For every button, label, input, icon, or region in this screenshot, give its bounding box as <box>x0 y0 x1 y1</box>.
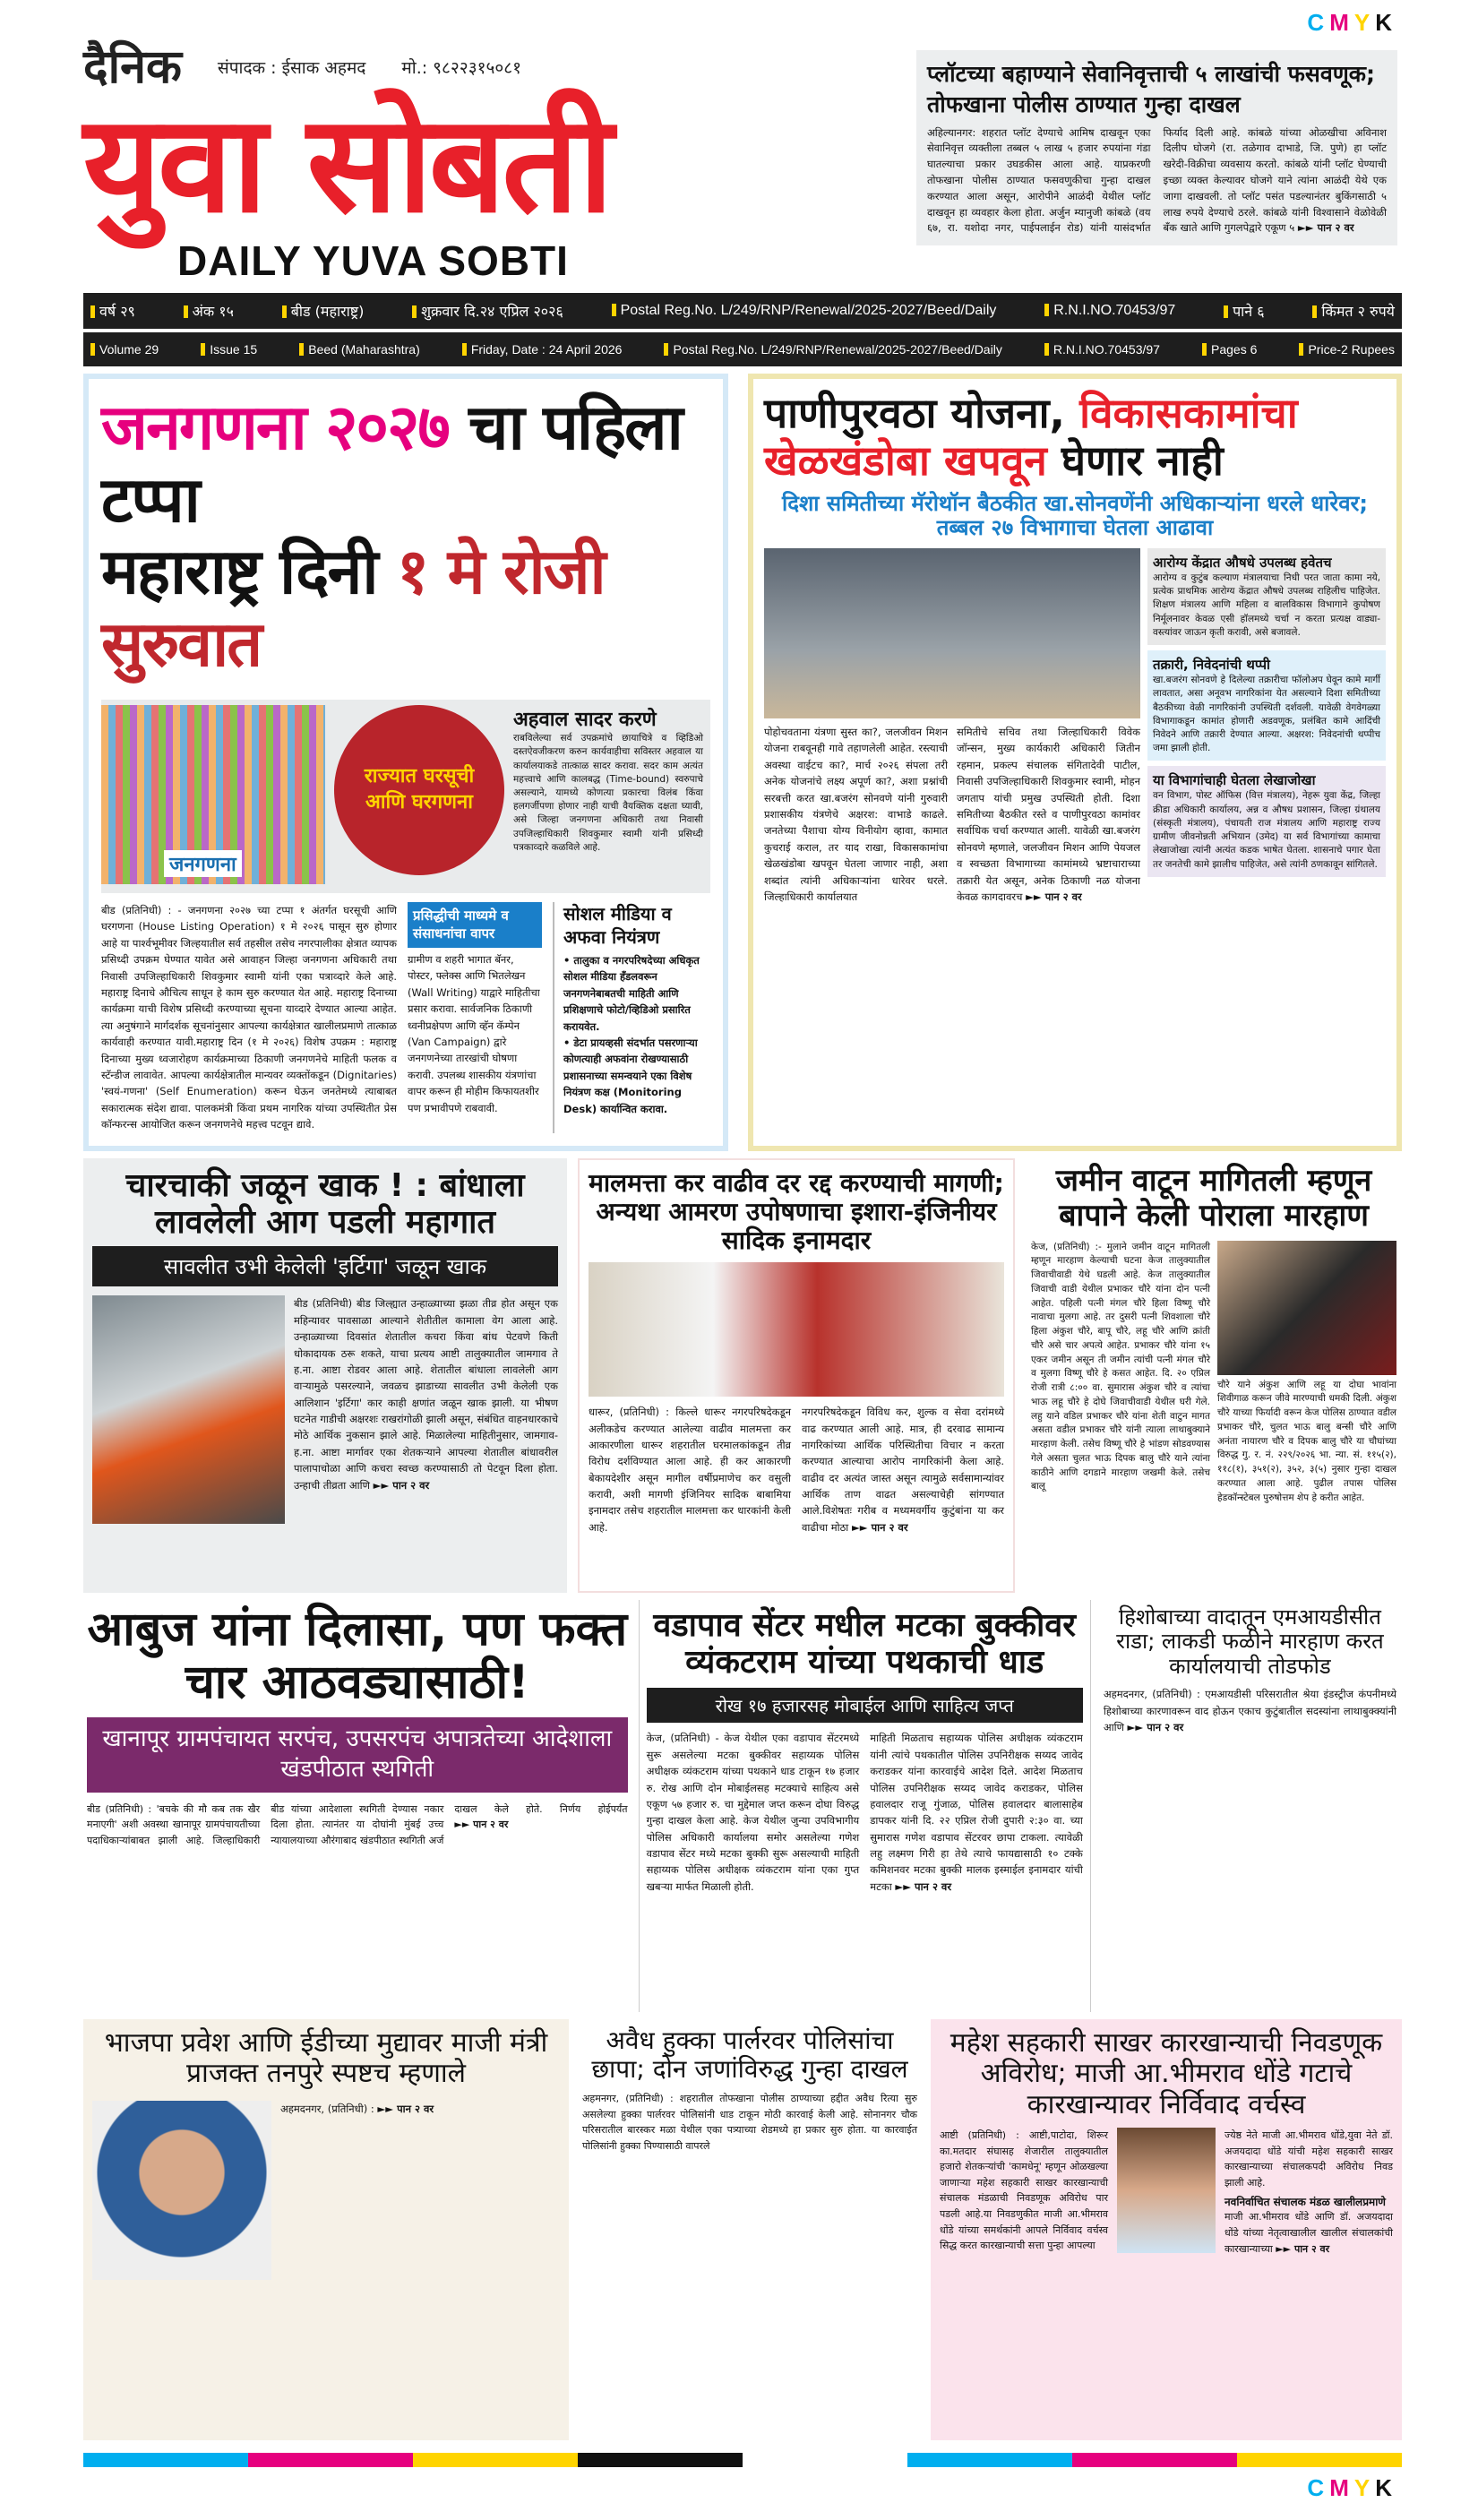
editor-name: संपादक : ईसाक अहमद <box>217 58 366 79</box>
cmyk-k: K <box>1375 2473 1397 2501</box>
postal-reg: Postal Reg.No. L/249/RNP/Renewal/2025-2027/Beed/Daily <box>664 342 1001 357</box>
crowd-illustration <box>101 705 325 884</box>
meeting-photo <box>764 548 1140 718</box>
body-text: माहिती मिळताच सहाय्यक पोलिस अधीक्षक व्यंकटराम यांनी त्यांचे पथकातील पोलिस उपनिरीक्षक सय्यद जावेद कराडकर यांना कारवाईचे आदेश दिले. आदेश मिळताच पोलिस उपनिरीक्षक सय्यद जावेद कराडकर, पोलिस हवालदार राजू गुंजाळ, पोलिस हवालदार बालासाहेब डापकर यांनी दि. २२ एप्रिल रोजी दुपारी २:३० वा. च्या सुमारास गणेश वडापाव सेंटरवर छापा टाकला. त्यावेळी लहु लक्ष्मण गिरी हा तेथे त्याचे फायद्यासाठी १० टक्के कमिशनवर मटका बुक्की मालक इस्माईल इनामदार यांची मटका <box>870 1732 1083 1893</box>
land-dispute-story <box>1026 1158 1402 1593</box>
car-fire-story <box>83 1158 567 1593</box>
car-fire-headline: चारचाकी जळून खाक ! : बांधाला लावलेली आग पडली महागात <box>125 1166 525 1241</box>
rni-no: R.N.I.NO.70453/97 <box>1044 303 1175 319</box>
abuj-story <box>83 1600 632 2012</box>
social-point: • तालुका व नगरपरिषदेच्या अधिकृत सोशल मीडिया हँडलवरून जनगणनेबाबतची माहिती आणि प्रशिक्षणाचे फोटो/व्हिडिओ प्रसारित करायवेत. <box>563 954 700 1033</box>
vadapav-strap: रोख १७ हजारसह मोबाईल आणि साहित्य जप्त <box>647 1688 1083 1723</box>
headline-part: घेणार नाही <box>1061 435 1224 485</box>
issue: Issue 15 <box>201 342 257 357</box>
water-main <box>764 548 1140 905</box>
water-body-2 <box>957 724 1140 905</box>
top-story-headline: प्लॉटच्या बहाण्याने सेवानिवृत्ताची ५ लाखांची फसवणूक; तोफखाना पोलीस ठाण्यात गुन्हा दाखल <box>927 61 1375 117</box>
leader-photo <box>1117 2128 1216 2253</box>
continued-link[interactable]: ►► पान २ वर <box>1127 1721 1184 1734</box>
headline-part: पाणीपुरवठा योजना, <box>764 389 1066 438</box>
continued-link[interactable]: ►► पान २ वर <box>1026 890 1082 903</box>
property-tax-body: धारूर, (प्रतिनिधी) : किल्ले धारूर नगरपरिषदेकडून अलीकडेच करण्यात आलेल्या वाढीव मालमत्ता कर आकारणीला धारूर शहरातील घरमालकांकडून तीव्र विरोध दर्शविण्यात आला आहे. ही कर आकारणी बेकायदेशीर असून मागील वर्षीप्रमाणेच कर वसुली करावी, अशी मागणी इंजिनियर सादिक बाबामिया इनामदार तसेच शहरातील मालमत्ता कर धारकांनी केली आहे. <box>589 1406 791 1534</box>
body-text: माजी आ.भीमराव धोंडे आणि डॉ. अजयदादा धोंडे यांच्या नेतृत्वाखालील खालील संचालकांची कारखान्याच्या <box>1225 2211 1393 2255</box>
car-fire-strap: सावलीत उभी केलेली 'इर्टिगा' जळून खाक <box>92 1246 558 1286</box>
issue-info-bar-english <box>83 332 1402 366</box>
body-text: नगरपरिषदेकडून विविध कर, शुल्क व सेवा दरांमध्ये वाढ करण्यात आली आहे. मात्र, ही दरवाढ सामान्य नागरिकांच्या आर्थिक परिस्थितीचा विचार न करता करण्यात आल्याचा आरोप नागरिकांनी केला आहे. वाढीव दर अत्यंत जास्त असून त्यामुळे सर्वसामान्यांवर आर्थिक ताण वाढत असल्याचेही सांगण्यात आले.विशेषतः गरीब व मध्यमवर्गीय कुटुंबांना या कर वाढीचा मोठा <box>802 1406 1004 1534</box>
sugar-headline: महेश सहकारी साखर कारखान्याची निवडणूक अविरोध; माजी आ.भीमराव धोंडे गटाचे कारखान्यावर निर्विवाद वर्चस्व <box>950 2026 1383 2120</box>
sugar-columns <box>940 2128 1393 2257</box>
census-story <box>83 374 728 1150</box>
sugar-subhead: नवनिर्वाचित संचालक मंडळ खालीलप्रमाणे <box>1225 2196 1386 2209</box>
sidebar-complaints <box>1147 650 1386 761</box>
report-box <box>513 705 703 855</box>
sugar-body-2: ज्येष्ठ नेते माजी आ.भीमराव धोंडे,युवा नेते डॉ. अजयदादा धोंडे यांची महेश सहकारी साखर कारखान्याच्या संचालकपदी अविरोध निवड झाली आहे. <box>1225 2129 1393 2189</box>
body-text: अहमदनगर, (प्रतिनिधी) : एमआयडीसी परिसरातील श्रेया इंडस्ट्रीज कंपनीमध्ये हिशोबाच्या कारणावरून वाद होऊन एकाच कुटुंबातील सदस्यांना लाथाबुक्क्यांनी आणि <box>1103 1688 1396 1734</box>
city: Beed (Maharashtra) <box>299 342 420 357</box>
property-tax-body-2 <box>802 1404 1004 1535</box>
volume: Volume 29 <box>90 342 159 357</box>
top-story-body <box>927 125 1387 237</box>
price: किंमत २ रुपये <box>1312 301 1395 321</box>
cmyk-y: Y <box>1353 2473 1376 2501</box>
vadapav-headline: वडापाव सेंटर मधील मटका बुक्कीवर व्यंकटराम यांच्या पथकाची धाड <box>653 1606 1077 1681</box>
sidebar-health <box>1147 548 1386 645</box>
print-color-bar <box>83 2453 1402 2467</box>
newspaper-logo: युवा सोबती <box>83 87 610 244</box>
sugar-body-3 <box>1225 2209 1393 2257</box>
continued-link[interactable]: ►► पान २ वर <box>454 1819 509 1831</box>
vadapav-body: केज, (प्रतिनिधी) - केज येथील एका वडापाव सेंटरमध्ये सुरू असलेल्या मटका बुक्कीवर सहाय्यक पोलिस अधीक्षक व्यंकटराम यांच्या पथकाने धाड टाकून १७ हजार रु. रोख आणि दोन मोबाईलसह मटक्याचे साहित्य असे एकूण ५७ हजार रु. चा मुद्देमाल जप्त करून दोघा विरुद्ध गुन्हा दाखल केला आहे. केज येथील जुन्या उपविभागीय पोलिस अधिकारी कार्यालया समोर असलेल्या गणेश वडापाव सेंटर मध्ये मटका बुक्की सुरू असल्याची माहिती सहाय्यक पोलिस अधीक्षक व्यंकटराम यांना एका गुप्त खबऱ्या मार्फत मिळाली होती. <box>646 1732 860 1893</box>
midc-headline: हिशोबाच्या वादातून एमआयडीसीत राडा; लाकडी फळीने मारहाण करत कार्यालयाची तोडफोड <box>1116 1604 1384 1679</box>
vadapav-story <box>639 1600 1091 2012</box>
continued-link[interactable]: ►► पान २ वर <box>851 1520 908 1534</box>
headline-part: महाराष्ट्र दिनी <box>101 535 377 609</box>
vadapav-body-2 <box>870 1730 1083 1895</box>
water-sidebars <box>1147 548 1386 905</box>
bjp-body <box>280 2101 560 2280</box>
car-fire-content <box>92 1295 558 1524</box>
report-body: राबविलेल्या सर्व उपक्रमांचे छायाचित्रे व व्हिडिओ दस्तऐवजीकरण करुन कार्यवाहीचा सविस्तर अहवाल या कार्यालयाकडे तात्काळ सादर करावा. सदर काम अत्यंत महत्त्वाचे आणि कालबद्ध (Time-bound) स्वरुपाचे असल्याने, यामध्ये कोणत्या प्रकारचा विलंब किंवा हलगर्जीपणा होणार नाही याची वैयक्तिक दक्षता घ्यावी, असे जिल्हा जनगणना अधिकारी तथा निवासी उपजिल्हाधिकारी शिवकुमार स्वामी यांनी प्रसिध्दी पत्रकाव्दारे कळविले आहे. <box>513 733 703 853</box>
census-columns <box>101 902 710 1132</box>
abuj-headline: आबुज यांना दिलासा, पण फक्त चार आठवड्यासाठी! <box>87 1602 628 1710</box>
row-2 <box>83 1158 1402 1593</box>
cmyk-marks-bottom <box>83 2474 1402 2502</box>
cmyk-k: K <box>1375 9 1397 36</box>
cmyk-m: M <box>1329 9 1354 36</box>
water-body: पोहोचवताना यंत्रणा सुस्त का?, जलजीवन मिशन योजना राबवूनही गावे तहाणलेली आहेत. रस्त्याची अवस्था वाईटच का?, मार्च २०२६ संपला तरी अनेक योजनांचे लक्ष्य अपूर्ण का?, अशा प्रश्नांची सरबत्ती करत खा.बजरंग सोनवणे यांनी गुरुवारी प्रशासकीय यंत्रणेचे अक्षरश: वाभाडे काढले. जनतेच्या पैशाचा योग्य विनीयोग व्हावा, कामात कुचराई कराल, तर याद राखा, विकासकामांचा खेळखंडोबा खपवून घेतला जाणार नाही, अशा शब्दांत त्यांनी अधिकाऱ्यांना धारेवर धरले. जिल्हाधिकारी कार्यालयात <box>764 726 948 903</box>
sidebar-title: तक्रारी, निवेदनांची थप्पी <box>1153 657 1270 674</box>
hookah-headline: अवैध हुक्का पार्लरवर पोलिसांचा छापा; दोन जणांविरुद्ध गुन्हा दाखल <box>591 2025 908 2084</box>
price: Price-2 Rupees <box>1299 342 1395 357</box>
pages: Pages 6 <box>1202 342 1257 357</box>
vadapav-columns <box>647 1730 1083 1895</box>
bjp-story <box>83 2019 569 2440</box>
property-tax-headline: मालमत्ता कर वाढीव दर रद्द करण्याची मागणी; अन्यथा आमरण उपोषणाचा इशारा-इंजिनीयर सादिक इनामदार <box>589 1167 1004 1255</box>
census-body: बीड (प्रतिनिधी) : - जनगणना २०२७ च्या टप्पा १ अंतर्गत घरसूची आणि घरगणना (House Listing Operation) १ मे २०२६ पासून सुरु होणार आहे या पार्श्वभूमीवर जिल्हयातील सर्व तहसील तसेच नगरपालीका क्षेत्रात व्यापक प्रसिध्दी उपक्रम घेण्यात यावेत असे आवाहन जिल्हा जनगणना अधिकारी तथा निवासी उपजिल्हाधिकारी शिवकुमार स्वामी यांनी एका पत्राव्दारे केले आहे. महाराष्ट्र दिनाचे औचित्य साधून हे काम सुरु करण्यात येत आहे. महाराष्ट्र दिनाच्या कार्यक्रमा याची विशेष प्रसिध्दी करण्याच्या सूचना याव्दारे देण्यात आल्या आहेत. त्या अनुषंगाने मार्गदर्शक सूचनांनुसार आपल्या कार्यक्षेत्रात खालीलप्रमाणे तात्काळ कार्यवाही करण्यात यावी.महाराष्ट्र दिन (१ मे २०२६) विशेष उपक्रम : महाराष्ट्र दिनाच्या मुख्य ध्वजारोहण कार्यक्रमाच्या ठिकाणी जनगणनेचे माहिती फलक व स्टॅन्डीज लावावेत. आपल्या कार्यक्षेत्रातील मान्यवर व्यक्तोंकडून (Dignitaries) 'स्वयं-गणना' (Self Enumeration) करून घेऊन जनतेमध्ये त्याबाबत सकारात्मक संदेश द्यावा. पालकमंत्री किंवा प्रथम नागरिक यांच्या उपस्थितीत प्रेस कॉन्फरन्स आयोजित करून जनगणनेचे महत्त्व पटवून द्यावे. <box>101 904 397 1131</box>
land-dispute-body-2: चौरे याने अंकुश आणि लहू या दोघा भावांना शिवीगाळ करून जीवे मारण्याची धमकी दिली. अंकुश चौरे याच्या फिर्यादी वरून केज पोलिस ठाण्यात वडील प्रभाकर चौरे, चुलत भाऊ बालु बन्सी चौरे आणि अनंता नायारण चौरे व दिपक बालु चौरे या चौघांच्या विरुद्ध गु. र. नं. २२९/२०२६ भा. न्या. सं. ११५(२), ११८(१), ३५१(२), ३५२, ३(५) नुसार गुन्हा दाखल करण्यात आला आहे. पुढील तपास पोलिस हेडकॉन्स्टेबल पुरुषोत्तम शेप हे करीत आहेत. <box>1217 1379 1396 1503</box>
abuj-strap: खानापूर ग्रामपंचायत सरपंच, उपसरपंच अपात्रतेच्या आदेशाला खंडपीठात स्थगिती <box>87 1717 628 1793</box>
header <box>83 39 1402 286</box>
assault-illustration <box>1217 1241 1396 1375</box>
row-3 <box>83 1600 1402 2012</box>
land-dispute-headline: जमीन वाटून मागितली म्हणून बापाने केली पोराला मारहाण <box>1055 1162 1372 1234</box>
water-subhead: दिशा समितीच्या मॅरोथॉन बैठकीत खा.सोनवणेंनी अधिकाऱ्यांना धरले धारेवर; तब्बल २७ विभागाचा घेतला आढावा <box>782 490 1368 541</box>
continued-link[interactable]: ►► पान २ वर <box>895 1879 952 1893</box>
social-box <box>553 902 710 1132</box>
body-text: अहमदनगर, (प्रतिनिधी) : <box>280 2102 374 2115</box>
car-fire-body <box>294 1295 558 1524</box>
headline-part: खेळखंडोबा खपवून <box>764 435 1047 485</box>
social-title: सोशल मीडिया व अफवा नियंत्रण <box>563 903 672 949</box>
land-dispute-right <box>1217 1241 1396 1506</box>
headline-part: चा पहिला टप्पा <box>101 391 682 537</box>
editor-mobile: मो.: ९८२२३१५०८१ <box>401 58 521 79</box>
newspaper-english-title: DAILY YUVA SOBTI <box>177 237 569 284</box>
social-point: • डेटा प्रायव्हसी संदर्भात पसरणाऱ्या कोणत्याही अफवांना रोखण्यासाठी प्रशासनाच्या समन्वयाने एका विशेष नियंत्रण कक्ष (Monitoring Desk) कार्यान्वित करावा. <box>563 1036 698 1115</box>
report-title: अहवाल सादर करणे <box>513 709 657 732</box>
water-headline <box>764 390 1386 485</box>
headline-part: १ मे रोजी सुरुवात <box>101 535 605 681</box>
crowd-label: जनगणना <box>164 850 242 877</box>
media-body: ग्रामीण व शहरी भागात बॅनर, पोस्टर, फ्लेक्स आणि भितलेखन (Wall Writing) याद्वारे माहितीचा प्रसार करावा. सार्वजनिक ठिकाणी ध्वनीप्रक्षेपण आणि व्हॅन कॅम्पेन (Van Campaign) द्वारे जनगणनेच्या तारखांची घोषणा करावी. उपलब्ध शासकीय यंत्रणांचा वापर करून ही मोहीम किफायतशीर पण प्रभावीपणे राबवावी. <box>408 953 540 1114</box>
date: Friday, Date : 24 April 2026 <box>462 342 623 357</box>
property-tax-story <box>578 1158 1015 1593</box>
water-content <box>764 548 1386 905</box>
cmyk-y: Y <box>1353 9 1376 36</box>
protest-photo <box>589 1262 1004 1397</box>
rni-no: R.N.I.NO.70453/97 <box>1044 342 1160 357</box>
sidebar-body: वन विभाग, पोस्ट ऑफिस (वित्त मंत्रालय), नेहरू युवा केंद्र, जिल्हा क्रीडा अधिकारी कार्यालय, अन्न व औषध प्रशासन, जिल्हा ग्रंथालय (संस्कृती मंत्रालय), पंचायती राज मंत्रालय आणि महाराष्ट्र राज्य ग्रामीण जीवनोन्नती अभियान (उमेद) या सर्व विभागांच्या कामाचा लेखाजोखा त्यांनी अत्यंत कडक भाषेत घेतला. शासनाचे पगार घेता तर जनतेची कामे झालीच पाहिजेत, असे त्यांनी ठणकावून सांगितले. <box>1153 790 1380 870</box>
bjp-content <box>92 2101 560 2280</box>
midc-body <box>1104 1686 1396 1735</box>
continued-link[interactable]: ►► पान २ वर <box>373 1478 430 1492</box>
sidebar-departments <box>1147 766 1386 876</box>
row-1 <box>83 374 1402 1150</box>
land-dispute-body: केज, (प्रतिनिधी) :- मुलाने जमीन वाटून मागितली म्हणून मारहाण केल्याची घटना केज तालुक्यातील जिवाचीवाडी येथे घडली आहे. केज तालुक्यातील जिवाची वाडी येथील प्रभाकर चौरे यांना दोन पत्नी आहेत. पहिली पत्नी मंगल चौरे हिला विष्णू चौरे नावाचा मुलगा आहे. तर दुसरी पत्नी शिवशाला चौरे हिला अंकुश चौरे, बापू चौरे, लहू चौरे आणि क्रांती चौरे असे चार अपत्ये आहेत. प्रभाकर चौरे यांना १५ एकर जमीन असून ती जमीन त्यांची पत्नी मंगल चौरे व मुलगा विष्णू चौरे हे कसत आहेत. दि. २० एप्रिल रोजी रात्री ८:०० वा. सुमारास अंकुश चौरे व त्यांचा भाऊ लहू चौरे हे दोघे जिवाचीवाडी येथील घरी गेले. लहु याने वडिल प्रभाकर चौरे यांना शेती वाटुन मागत असता वडील प्रभाकर चौरे यांनी त्याला लाथाबुक्याने मारहाण केली. तसेच विष्णू चौरे हे भांडण सोडवण्यास गेले असता चुलत भाऊ दिपक बालु चौरे याने त्यांना काठीने आणि दगडाने मारहाण जखमी केले. तसेच बालू <box>1031 1241 1210 1492</box>
bjp-headline: भाजपा प्रवेश आणि ईडीच्या मुद्यावर माजी मंत्री प्राजक्त तनपुरे स्पष्टच म्हणाले <box>104 2026 548 2090</box>
sidebar-title: या विभागांचाही घेतला लेखाजोखा <box>1153 772 1316 789</box>
cmyk-c: C <box>1307 2473 1330 2501</box>
water-columns <box>764 724 1140 905</box>
body-text: बीड (प्रतिनिधी) : 'बचके की मौ कब तक खैर मनाएगी' अशी अवस्था खानापूर ग्रामपंचायतीच्या पदाधिकाऱ्यांबाबत झाली आहे. जिल्हाधिकारी बीड यांच्या आदेशाला स्थगिती देण्यास नकार दिला होता. त्यानंतर या दोघांनी मुंबई उच्च न्यायालयाच्या औरंगाबाद खंडपीठात स्थगिती अर्ज दाखल केले होते. निर्णय होईपर्यंत <box>87 1802 628 1846</box>
cmyk-marks <box>1307 9 1397 37</box>
burning-car-photo <box>92 1295 285 1524</box>
sugar-factory-story <box>931 2019 1402 2440</box>
date: शुक्रवार दि.२४ एप्रिल २०२६ <box>412 301 563 321</box>
sugar-right <box>1225 2128 1393 2257</box>
sugar-body: आष्टी (प्रतिनिधी) : आष्टी,पाटोदा, शिरूर का.मतदार संघासह शेजारील तालुक्यातील हजारो शेतकऱ्यांची 'कामधेनू' म्हणून ओळखल्या जाणाऱ्या महेश सहकारी साखर कारखान्याची संचालक मंडळाची निवडणूक अविरोध पार पडली आहे.या निवडणुकीत माजी आ.भीमराव धोंडे यांच्या समर्थकांनी आपले निर्विवाद वर्चस्व सिद्ध करत कारखान्याची सत्ता पुन्हा आपल्या <box>940 2129 1108 2252</box>
volume: वर्ष २९ <box>90 301 135 321</box>
issue-info-bar-marathi <box>83 293 1402 329</box>
continued-link[interactable]: ►► पान २ वर <box>1297 221 1354 235</box>
media-box <box>408 902 542 1132</box>
hookah-story <box>575 2019 924 2440</box>
continued-link[interactable]: ►► पान २ वर <box>377 2102 434 2115</box>
hookah-body: अहमनगर, (प्रतिनिधी) : शहरातील तोफखाना पोलीस ठाण्याच्या हद्दीत अवैध रित्या सुरु असलेल्या हुक्का पार्लरवर पोलिसांनी धाड टाकून मोठी कारवाई केली आहे. सोनानगर चौक परिसरातील बारस्कर मळा येथील एका पत्र्याच्या शेडमध्ये हा प्रकार सुरु होता. या कारवाईत पोलिसांनी हुक्का पिण्यासाठी वापरले <box>582 2092 917 2152</box>
headline-part: जनगणना २०२७ <box>101 391 449 465</box>
census-circle-badge: राज्यात घरसूची आणि घरगणना <box>334 705 504 875</box>
sidebar-body: आरोग्य व कुटुंब कल्याण मंत्रालयाचा निधी परत जाता कामा नये, प्रत्येक प्राथमिक आरोग्य केंद्रात औषधे उपलब्ध राहिलीच पाहिजेत. शिक्षण मंत्रालय आणि महिला व बालविकास विभागाने कुपोषण निर्मूलनावर केवळ एसी हॉलमध्ये चर्चा न करता प्रत्यक्ष वाड्या-वस्त्यांवर जाऊन कृती करावी, असे बजावले. <box>1153 572 1380 638</box>
politician-photo <box>92 2101 271 2280</box>
masthead <box>83 39 889 286</box>
body-text: अहिल्यानगर: शहरात प्लॉट देण्याचे आमिष दाखवून एका सेवानिवृत्त व्यक्तीला तब्बल ५ लाख ५ हजार रुपयांना गंडा घातल्याचा प्रकार उघडकीस आला आहे. याप्रकरणी तोफखाना पोलीस ठाण्यात फसवणुकीचा गुन्हा दाखल करण्यात आला असून, आरोपीने आळंदी येथील प्लॉट दाखवून हा व्यवहार केला होता. अर्जुन म्यानुजी कांबळे (वय ६७, रा. यशोदा नगर, पाईपलाईन रोड) यांनी यासंदर्भात फिर्याद दिली आहे. कांबळे यांच्या ओळखीचा अविनाश दिलीप घोजगे (रा. तळेगाव दाभाडे, जि. पुणे) हा प्लॉट खरेदी-विक्रीचा व्यवसाय करतो. कांबळे यांनी प्लॉट घेण्याची इच्छा व्यक्त केल्यावर घोजगे याने त्यांना आळंदी येथे एक जागा दाखवली. तो प्लॉट पसंत पडल्यानंतर बुकिंगसाठी ५ लाख रुपये देण्याचे ठरले. कांबळे यांनी विश्वासाने वेळोवेळी बँक खाते आणि गुगलपेद्वारे एकूण ५ <box>927 125 1387 235</box>
water-supply-story <box>748 374 1402 1150</box>
census-graphic <box>101 700 710 893</box>
masthead-prefix: दैनिक <box>83 40 182 94</box>
city: बीड (महाराष्ट्र) <box>282 301 365 321</box>
media-title: प्रसिद्धीची माध्यमे व संसाधनांचा वापर <box>408 902 542 948</box>
body-text: समितीचे सचिव तथा जिल्हाधिकारी विवेक जॉन्सन, मुख्य कार्यकारी अधिकारी जितीन रहमान, प्रकल्प संचालक संगितादेवी पाटील, निवासी उपजिल्हाधिकारी शिवकुमार स्वामी, मोहन जगताप यांची प्रमुख उपस्थिती होती. दिशा समितीच्या बैठकीत रस्ते व पाणीपुरवठा कामांवर सर्वाधिक चर्चा करण्यात आली. यावेळी खा.बजरंग सोनवणे म्हणाले, जलजीवन मिशन आणि पेयजल व स्वच्छता विभागाच्या कामांमध्ये भ्रष्टाचाराच्या तक्रारी येत असून, अनेक ठिकाणी नळ योजना केवळ कागदावरच <box>957 726 1140 903</box>
continued-link[interactable]: ►► पान २ वर <box>1276 2242 1330 2255</box>
issue: अंक १५ <box>184 301 234 321</box>
body-text: बीड (प्रतिनिधी) बीड जिल्ह्यात उन्हाळ्याच्या झळा तीव्र होत असून एक महिन्यावर पावसाळा आल्याने शेतीतील कामाला वेग आला आहे. उन्हाळ्याच्या दिवसांत शेतातील कचरा किंवा बांध पेटवणे किती धोकादायक ठरू शकते, याचा प्रत्यय आष्टी तालुक्यातील जामगाव ते ह.ना. आष्टा रोडवर आला आहे. शेतातील बांधाला लावलेली आग वाऱ्यामुळे पसरल्याने, जवळच झाडाच्या सावलीत उभी केलेली एक आलिशान 'इर्टिगा' कार काही क्षणांत जळून खाक झाली. या भीषण घटनेत गाडीची अक्षरशः राखरांगोळी झाली असून, संबंधित वाहनधारकाचे मोठे आर्थिक नुकसान झाले आहे. मिळालेल्या माहितीनुसार, जामगाव-ह.ना. आष्टा मार्गावर एका शेतकऱ्याने आपल्या शेतातील बांधावरील पालापाचोळा आणि कचरा स्वच्छ करण्यासाठी तो पेटवून दिला होता. उन्हाची तीव्रता आणि <box>294 1297 558 1492</box>
top-story <box>916 50 1397 245</box>
abuj-body <box>87 1802 628 1849</box>
midc-story <box>1098 1600 1402 2012</box>
property-tax-columns <box>589 1404 1004 1535</box>
postal-reg: Postal Reg.No. L/249/RNP/Renewal/2025-2027/Beed/Daily <box>612 303 997 319</box>
headline-part: विकासकामांचा <box>1079 389 1298 438</box>
row-4 <box>83 2019 1402 2440</box>
sidebar-title: आरोग्य केंद्रात औषधे उपलब्ध हवेतच <box>1153 555 1332 572</box>
pages: पाने ६ <box>1224 301 1265 321</box>
census-headline <box>101 391 710 680</box>
cmyk-m: M <box>1329 2473 1354 2501</box>
cmyk-c: C <box>1307 9 1330 36</box>
sidebar-body: खा.बजरंग सोनवणे हे दिलेल्या तक्रारीचा फॉलोअप घेवून कामे मार्गी लावतात, असा अनूवभ नागरिकांना येत असल्याने दिशा समितीच्या बैठकीच्या वेळी नागरिकांनी उपस्थिती दर्शवली. यावेळी वेगवेगळ्या विभागाकडून कामांत होणारी अडवणूक, प्रलंबित कामे आदिंची निवेदने आणि तक्रारी देण्यात आल्या. अक्षरश: निवेदनांची थप्पीच जमा झाली होती. <box>1153 675 1380 754</box>
land-dispute-columns <box>1031 1241 1396 1506</box>
